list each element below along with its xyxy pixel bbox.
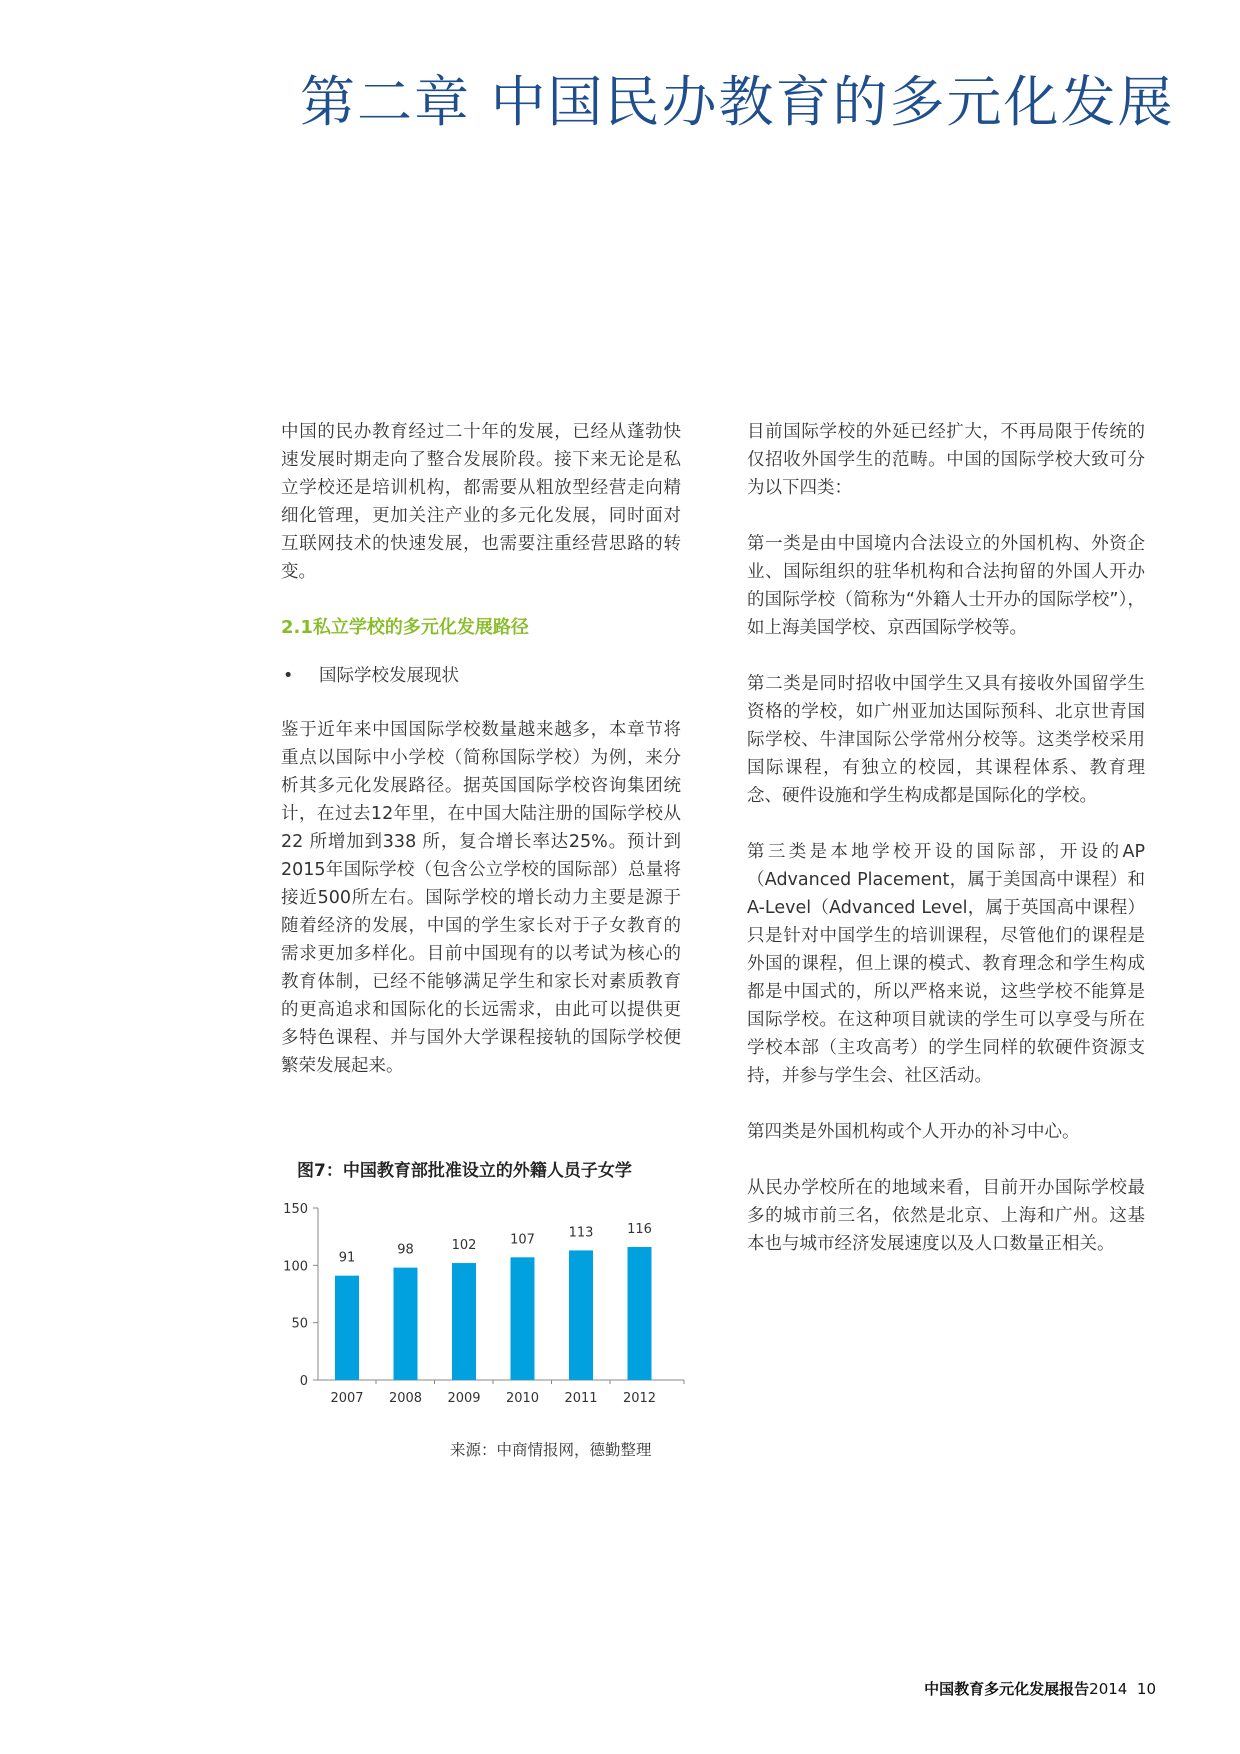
- data-label-2007: 91: [338, 1250, 356, 1266]
- data-label-2008: 98: [397, 1242, 414, 1258]
- data-label-2009: 102: [451, 1238, 477, 1254]
- data-label-2011: 113: [568, 1225, 594, 1241]
- intro-paragraph: 中国的民办教育经过二十年的发展，已经从蓬勃快速发展时期走向了整合发展阶段。接下来无论是私立学校还是培训机构，都需要从粗放型经营走向精细化管理，更加关注产业的多元化发展，同时面对互联网技术的快速发展，也需要注重经营思路的转变。: [281, 422, 681, 582]
- x-tick-label-2011: 2011: [564, 1391, 598, 1406]
- left-column: [281, 418, 681, 1108]
- right-paragraph-5: 第四类是外国机构或个人开办的补习中心。: [747, 1122, 1080, 1142]
- bullet-item: [281, 662, 681, 690]
- y-tick-label: 0: [299, 1374, 308, 1389]
- x-tick-label-2008: 2008: [388, 1391, 423, 1406]
- y-tick-label: 100: [283, 1259, 308, 1275]
- y-tick-label: 50: [291, 1316, 308, 1332]
- figure-source: 来源：中商情报网，德勤整理: [450, 1441, 652, 1459]
- right-paragraph-2: 第一类是由中国境内合法设立的外国机构、外资企业、国际组织的驻华机构和合法拘留的外国人开办的国际学校（简称为“外籍人士开办的国际学校”），如上海美国学校、京西国际学校等。: [747, 534, 1145, 638]
- data-label-2012: 116: [627, 1221, 652, 1237]
- bar-2010: [511, 1257, 535, 1380]
- section-heading: 2.1私立学校的多元化发展路径: [281, 617, 529, 638]
- page-footer: [924, 1678, 1156, 1699]
- y-tick-label: 150: [283, 1202, 308, 1217]
- bar-2009: [452, 1263, 476, 1380]
- bar-2011: [569, 1250, 593, 1380]
- bar-chart: [272, 1196, 692, 1426]
- bullet-text: 国际学校发展现状: [319, 666, 459, 686]
- bullet-symbol: •: [283, 666, 294, 686]
- x-tick-label-2009: 2009: [447, 1391, 481, 1406]
- x-tick-label-2007: 2007: [330, 1391, 364, 1406]
- figure-title: 图7：中国教育部批准设立的外籍人员子女学: [297, 1161, 632, 1181]
- page-number: 10: [1136, 1680, 1156, 1698]
- bar-2007: [335, 1276, 359, 1380]
- bar-2012: [628, 1247, 652, 1380]
- chapter-title: 第二章 中国民办教育的多元化发展: [300, 70, 1175, 134]
- right-paragraph-4: 第三类是本地学校开设的国际部，开设的AP（Advanced Placement，属于美国高中课程）和A-Level（Advanced Level，属于英国高中课程）只是针对中国学生的培训课程，尽管他们的课程是外国的课程，但上课的模式、教育理念和学生构成都是中国式的，所以严格来说，这些学校不能算是国际学校。在这种项目就读的学生可以享受与所在学校本部（主攻高考）的学生同样的软硬件资源支持，并参与学生会、社区活动。: [747, 842, 1145, 1086]
- right-paragraph-1: 目前国际学校的外延已经扩大，不再局限于传统的仅招收外国学生的范畴。中国的国际学校大致可分为以下四类：: [747, 422, 1145, 498]
- data-label-2010: 107: [510, 1232, 535, 1248]
- x-tick-label-2010: 2010: [505, 1391, 540, 1406]
- right-paragraph-3: 第二类是同时招收中国学生又具有接收外国留学生资格的学校，如广州亚加达国际预科、北京世青国际学校、牛津国际公学常州分校等。这类学校采用国际课程，有独立的校园，其课程体系、教育理念、硬件设施和学生构成都是国际化的学校。: [747, 674, 1145, 806]
- right-column: [747, 418, 1145, 1286]
- right-paragraph-6: 从民办学校所在的地域来看，目前开办国际学校最多的城市前三名，依然是北京、上海和广州。这基本也与城市经济发展速度以及人口数量正相关。: [747, 1178, 1145, 1254]
- footer-year: 2014: [1089, 1680, 1128, 1698]
- body-paragraph: 鉴于近年来中国国际学校数量越来越多，本章节将重点以国际中小学校（简称国际学校）为例，来分析其多元化发展路径。据英国国际学校咨询集团统计，在过去12年里，在中国大陆注册的国际学校从22 所增加到338 所，复合增长率达25%。预计到2015年国际学校（包含公立学校的国际部）总量将接近500所左右。国际学校的增长动力主要是源于随着经济的发展，中国的学生家长对于子女教育的需求更加多样化。目前中国现有的以考试为核心的教育体制，已经不能够满足学生和家长对素质教育的更高追求和国际化的长远需求，由此可以提供更多特色课程、并与国外大学课程接轨的国际学校便繁荣发展起来。: [281, 720, 681, 1076]
- bar-2008: [394, 1268, 418, 1380]
- x-tick-label-2012: 2012: [622, 1391, 657, 1406]
- footer-brand: 中国教育多元化发展报告: [924, 1680, 1090, 1698]
